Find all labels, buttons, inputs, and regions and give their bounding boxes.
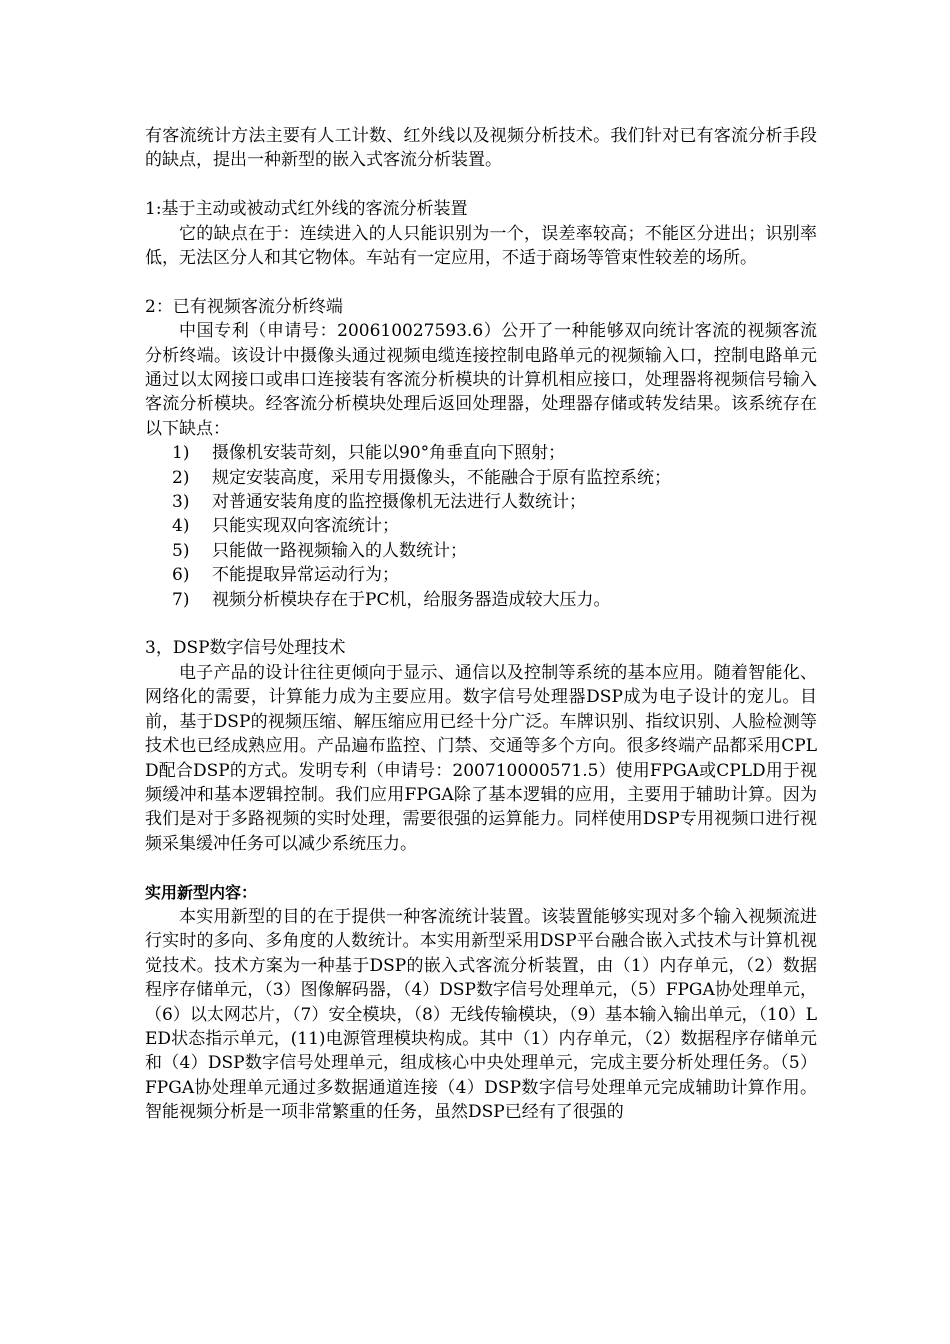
section-1-heading: 1:基于主动或被动式红外线的客流分析装置	[145, 199, 468, 220]
section-2-heading: 2：已有视频客流分析终端	[145, 296, 343, 317]
section-3-heading: 3，DSP数字信号处理技术	[145, 638, 346, 659]
list-item-number: 2)	[172, 467, 190, 488]
list-item-text: 摄像机安装苛刻，只能以90°角垂直向下照射；	[212, 443, 566, 464]
spacer	[145, 270, 817, 294]
spacer	[145, 612, 817, 636]
list-item	[145, 588, 817, 612]
list-item	[145, 539, 817, 563]
list-item-text: 只能做一路视频输入的人数统计；	[212, 540, 467, 561]
list-item-text: 只能实现双向客流统计；	[212, 516, 399, 537]
list-item-number: 6)	[172, 565, 190, 586]
list-item	[145, 466, 817, 490]
spacer	[145, 856, 817, 880]
list-item-number: 5)	[172, 540, 190, 561]
defect-list	[145, 441, 817, 612]
list-item	[145, 441, 817, 465]
list-item-text: 对普通安装角度的监控摄像机无法进行人数统计；	[212, 492, 586, 513]
spacer	[145, 173, 817, 197]
list-item	[145, 490, 817, 514]
intro-paragraph: 有客流统计方法主要有人工计数、红外线以及视频分析技术。我们针对已有客流分析手段的缺点，提出一种新型的嵌入式客流分析装置。	[145, 126, 817, 171]
list-item	[145, 563, 817, 587]
section-4-body: 本实用新型的目的在于提供一种客流统计装置。该装置能够实现对多个输入视频流进行实时的多向、多角度的人数统计。本实用新型采用DSP平台融合嵌入式技术与计算机视觉技术。技术方案为一种基于DSP的嵌入式客流分析装置，由（1）内存单元，（2）数据程序存储单元，（3）图像解码器，（4）DSP数字信号处理单元，（5）FPGA协处理单元，（6）以太网芯片，（7）安全模块，（8）无线传输模块，（9）基本输入输出单元，（10）LED状态指示单元，(11)电源管理模块构成。其中（1）内存单元，（2）数据程序存储单元和（4）DSP数字信号处理单元，组成核心中央处理单元，完成主要分析处理任务。（5）FPGA协处理单元通过多数据通道连接（4）DSP数字信号处理单元完成辅助计算作用。智能视频分析是一项非常繁重的任务，虽然DSP已经有了很强的	[145, 906, 817, 1123]
list-item-text: 规定安装高度，采用专用摄像头，不能融合于原有监控系统；	[212, 467, 671, 488]
section-4-heading: 实用新型内容：	[145, 882, 258, 902]
list-item-number: 3)	[172, 492, 190, 513]
section-2-body: 中国专利（申请号：200610027593.6）公开了一种能够双向统计客流的视频客流分析终端。该设计中摄像头通过视频电缆连接控制电路单元的视频输入口，控制电路单元通过以太网接口或串口连接装有客流分析模块的计算机相应接口，处理器将视频信号输入客流分析模块。经客流分析模块处理后返回处理器，处理器存储或转发结果。该系统存在以下缺点：	[145, 321, 817, 439]
list-item-text: 视频分析模块存在于PC机，给服务器造成较大压力。	[212, 589, 611, 610]
document-page	[145, 124, 817, 1125]
list-item-number: 1)	[172, 443, 190, 464]
section-1-body: 它的缺点在于：连续进入的人只能识别为一个，误差率较高；不能区分进出；识别率低，无法区分人和其它物体。车站有一定应用，不适于商场等管束性较差的场所。	[145, 223, 817, 269]
section-3-body: 电子产品的设计往往更倾向于显示、通信以及控制等系统的基本应用。随着智能化、网络化的需要，计算能力成为主要应用。数字信号处理器DSP成为电子设计的宠儿。目前，基于DSP的视频压缩、解压缩应用已经十分广泛。车牌识别、指纹识别、人脸检测等技术也已经成熟应用。产品遍布监控、门禁、交通等多个方向。很多终端产品都采用CPLD配合DSP的方式。发明专利（申请号：200710000571.5）使用FPGA或CPLD用于视频缓冲和基本逻辑控制。我们应用FPGA除了基本逻辑的应用，主要用于辅助计算。因为我们是对于多路视频的实时处理，需要很强的运算能力。同样使用DSP专用视频口进行视频采集缓冲任务可以减少系统压力。	[145, 662, 817, 854]
list-item-number: 7)	[172, 589, 190, 610]
list-item	[145, 514, 817, 538]
list-item-number: 4)	[172, 516, 190, 537]
list-item-text: 不能提取异常运动行为；	[212, 565, 399, 586]
